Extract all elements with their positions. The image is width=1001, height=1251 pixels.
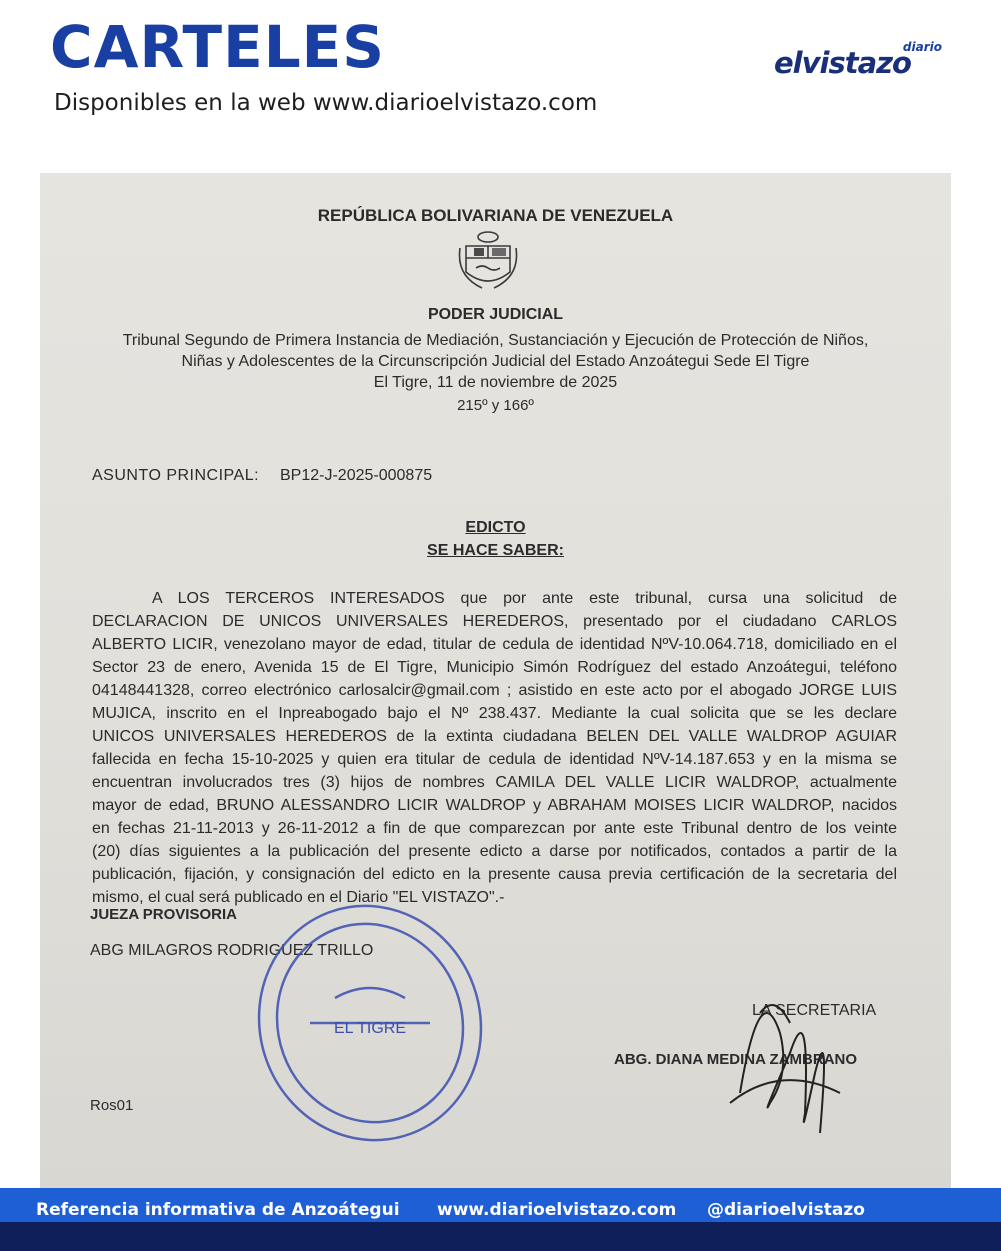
body-line: UNICOS UNIVERSALES HEREDEROS de la extinta ciudadana BELEN DEL VALLE WALDROP AGUIAR <box>92 728 897 745</box>
body-line: Sector 23 de enero, Avenida 15 de El Tigre, Municipio Simón Rodríguez del estado Anzoátegui, teléfono <box>92 659 897 676</box>
tribunal-stamp-icon <box>240 883 500 1143</box>
brand-logo-small: diario <box>902 40 942 54</box>
subject-label: ASUNTO PRINCIPAL: <box>92 467 260 484</box>
page-title: CARTELES <box>50 13 386 81</box>
edict-title: EDICTO <box>465 519 526 536</box>
document-years: 215º y 166º <box>457 397 534 414</box>
stamp-city: EL TIGRE <box>333 1020 407 1037</box>
body-line: mismo, el cual será publicado en el Diario "EL VISTAZO".- <box>92 889 505 906</box>
footer-social-handle[interactable]: @diarioelvistazo <box>707 1200 865 1220</box>
body-line: en fechas 21-11-2013 y 26-11-2012 a fin de que comparezcan por ante este Tribunal dentro de los veinte <box>92 820 897 837</box>
body-line: 04148441328, correo electrónico carlosalcir@gmail.com ; asistido en este acto por el abogado JORGE LUIS <box>92 682 897 699</box>
secretary-title: LA SECRETARIA <box>752 1002 877 1019</box>
document-heading: REPÚBLICA BOLIVARIANA DE VENEZUELA <box>317 206 674 225</box>
secretary-name: ABG. DIANA MEDINA ZAMBRANO <box>614 1051 858 1068</box>
judge-name: ABG MILAGROS RODRIGUEZ TRILLO <box>90 942 374 959</box>
tribunal-line-2: Niñas y Adolescentes de la Circunscripción Judicial del Estado Anzoátegui Sede El Tigre <box>181 353 810 370</box>
subject-value: BP12-J-2025-000875 <box>280 467 433 484</box>
document-reference: Ros01 <box>90 1097 134 1114</box>
body-line: MUJICA, inscrito en el Inpreabogado bajo el Nº 238.437. Mediante la cual solicita que se les declare <box>92 705 897 722</box>
body-line: (20) días siguientes a la publicación del presente edicto a darse por notificados, contados a partir de la <box>92 843 897 860</box>
institution-name: PODER JUDICIAL <box>427 306 564 323</box>
body-line: A LOS TERCEROS INTERESADOS que por ante este tribunal, cursa una solicitud de <box>152 590 897 607</box>
scanned-document <box>40 173 951 1191</box>
footer-tagline: Referencia informativa de Anzoátegui <box>36 1200 400 1220</box>
coat-of-arms-icon <box>452 228 524 300</box>
body-line: DECLARACION DE UNICOS UNIVERSALES HEREDEROS, presentado por el ciudadano CARLOS <box>92 613 897 630</box>
brand-logo[interactable] <box>774 40 944 80</box>
document-date: El Tigre, 11 de noviembre de 2025 <box>373 374 618 391</box>
judge-title: JUEZA PROVISORIA <box>90 906 237 923</box>
body-line: encuentran involucrados tres (3) hijos de nombres CAMILA DEL VALLE LICIR WALDROP, actualmente <box>92 774 897 791</box>
footer-website-link[interactable]: www.diarioelvistazo.com <box>437 1200 677 1220</box>
body-line: mayor de edad, BRUNO ALESSANDRO LICIR WALDROP y ABRAHAM MOISES LICIR WALDROP, nacidos <box>92 797 897 814</box>
signature-icon <box>720 953 850 1153</box>
tribunal-line-1: Tribunal Segundo de Primera Instancia de Mediación, Sustanciación y Ejecución de Protección de Niños, <box>122 332 869 349</box>
edict-subtitle: SE HACE SABER: <box>427 542 564 559</box>
footer-band <box>0 1222 1001 1251</box>
page-subtitle: Disponibles en la web www.diarioelvistazo.com <box>54 90 598 116</box>
body-line: publicación, fijación, y consignación del edicto en la presente causa previa certificación de la secretaria del <box>92 866 897 883</box>
body-line: ALBERTO LICIR, venezolano mayor de edad, titular de cedula de identidad NºV-10.064.718, domiciliado en el <box>92 636 897 653</box>
body-line: fallecida en fecha 15-10-2025 y quien era titular de cedula de identidad NºV-14.187.653 y en la misma se <box>92 751 897 768</box>
brand-logo-main: elvistazo <box>774 46 911 80</box>
